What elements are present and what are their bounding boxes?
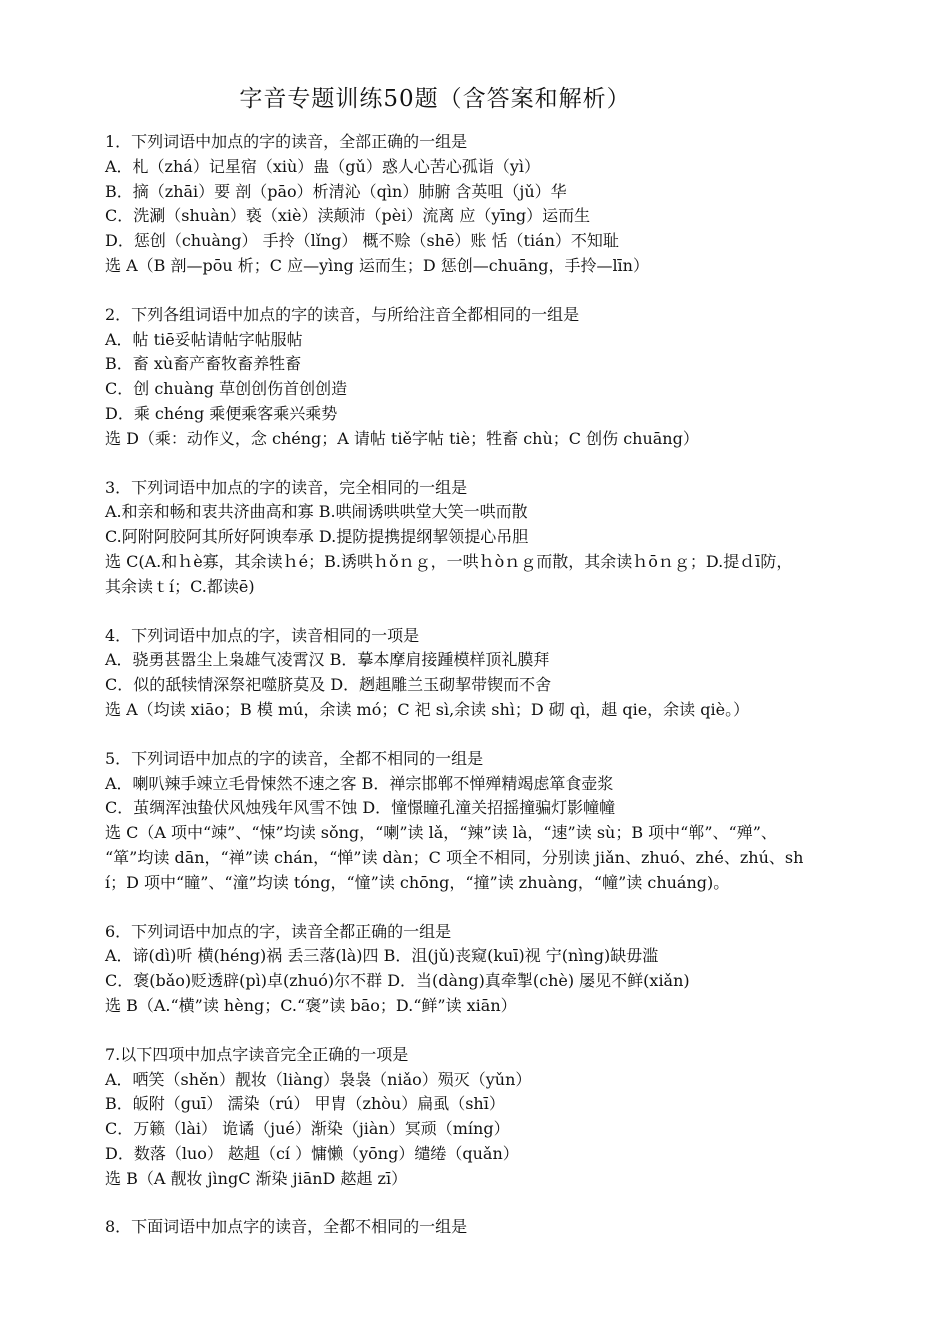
question-block xyxy=(105,1043,865,1192)
question-option: C．褒(bǎo)贬透辟(pì)卓(zhuó)尔不群 D．当(dàng)真牵掣(chè) 屡见不鲜(xiǎn) xyxy=(105,971,690,991)
question-stem: 3．下列词语中加点的字的读音，完全相同的一组是 xyxy=(105,477,468,497)
question-option: D．乘 chéng 乘便乘客乘兴乘势 xyxy=(105,403,338,423)
answer-explanation: í；D 项中“瞳”、“潼”均读 tóng，“憧”读 chōng，“撞”读 zhuàng，“幢”读 chuáng)。 xyxy=(105,872,730,892)
question-option: C．茧绸浑浊蛰伏风烛残年风雪不蚀 D．憧憬瞳孔潼关招摇撞骗灯影幢幢 xyxy=(105,798,616,818)
answer-explanation: 选 B（A 靓妆 jìngC 渐染 jiānD 趑趄 zī） xyxy=(105,1168,408,1188)
question-list xyxy=(105,130,865,1264)
question-block xyxy=(105,130,865,279)
answer-explanation: 选 C(A.和ｈè寡，其余读ｈé；B.诱哄ｈǒｎｇ，一哄ｈòｎｇ而散，其余读ｈōｎｇ；D.提ｄī防， xyxy=(105,551,793,571)
question-option: C．似的舐犊情深祭祀噬脐莫及 D．趔趄雕兰玉砌挈带锲而不舍 xyxy=(105,675,552,695)
answer-explanation: 选 A（均读 xiāo；B 模 mú，余读 mó；C 祀 sì,余读 shì；D 砌 qì，趄 qie，余读 qiè。） xyxy=(105,699,750,719)
question-block xyxy=(105,476,865,600)
question-stem: 7.以下四项中加点字读音完全正确的一项是 xyxy=(105,1044,409,1064)
question-option: A.和亲和畅和衷共济曲高和寡 B.哄闹诱哄哄堂大笑一哄而散 xyxy=(105,502,528,522)
question-option: A．札（zhá）记星宿（xiù）蛊（gǔ）惑人心苦心孤诣（yì） xyxy=(105,156,540,176)
question-option: A．哂笑（shěn）靓妆（liàng）袅袅（niǎo）殒灭（yǔn） xyxy=(105,1069,532,1089)
question-block xyxy=(105,920,865,1019)
answer-explanation: 其余读ｔí；C.都读ē) xyxy=(105,576,255,596)
question-option: D．惩创（chuàng） 手拎（lǐng） 概不赊（shē）账 恬（tián）不知耻 xyxy=(105,231,619,251)
question-block xyxy=(105,1215,865,1240)
answer-explanation: “箪”均读 dān，“禅”读 chán，“惮”读 dàn；C 项全不相同，分别读 jiǎn、zhuó、zhé、zhú、sh xyxy=(105,847,804,867)
question-option: A．喇叭辣手竦立毛骨悚然不速之客 B．禅宗邯郸不惮殚精竭虑箪食壶浆 xyxy=(105,773,614,793)
question-block xyxy=(105,624,865,723)
question-option: C．洗涮（shuàn）亵（xiè）渎颠沛（pèi）流离 应（yīng）运而生 xyxy=(105,206,591,226)
question-option: A．谛(dì)听 横(héng)祸 丢三落(là)四 B．沮(jǔ)丧窥(kuī)视 宁(nìng)缺毋滥 xyxy=(105,946,659,966)
question-option: A．骁勇甚嚣尘上枭雄气凌霄汉 B．摹本摩肩接踵模样顶礼膜拜 xyxy=(105,650,550,670)
document-title: 字音专题训练50题（含答案和解析） xyxy=(239,86,631,112)
question-stem: 4．下列词语中加点的字，读音相同的一项是 xyxy=(105,625,420,645)
question-stem: 8．下面词语中加点字的读音，全都不相同的一组是 xyxy=(105,1217,468,1237)
answer-explanation: 选 D（乘：动作义，念 chéng；A 请帖 tiě字帖 tiè；牲畜 chù；C 创伤 chuāng） xyxy=(105,428,699,448)
question-option: C．万籁（lài） 诡谲（jué）渐染（jiàn）冥顽（míng） xyxy=(105,1119,510,1139)
question-stem: 6．下列词语中加点的字，读音全都正确的一组是 xyxy=(105,921,452,941)
question-option: D．数落（luo） 趑趄（cí ）慵懒（yōng）缱绻（quǎn） xyxy=(105,1143,519,1163)
question-option: B．畜 xù畜产畜牧畜养牲畜 xyxy=(105,354,302,374)
question-block xyxy=(105,303,865,452)
question-option: C．创 chuàng 草创创伤首创创造 xyxy=(105,379,348,399)
question-option: A．帖 tiē妥帖请帖字帖服帖 xyxy=(105,329,303,349)
question-stem: 5．下列词语中加点的字的读音，全都不相同的一组是 xyxy=(105,748,484,768)
answer-explanation: 选 B（A.“横”读 hèng；C.“褒”读 bāo；D.“鲜”读 xiān） xyxy=(105,995,517,1015)
question-stem: 1．下列词语中加点的字的读音，全部正确的一组是 xyxy=(105,132,468,151)
answer-explanation: 选 A（B 剖—pōu 析；C 应—yìng 运而生；D 惩创—chuāng，手拎—līn） xyxy=(105,255,649,275)
question-option: C.阿附阿胶阿其所好阿谀奉承 D.提防提携提纲挈领提心吊胆 xyxy=(105,527,529,547)
question-option: B．皈附（guī） 濡染（rú） 甲胄（zhòu）扁虱（shī） xyxy=(105,1094,505,1114)
question-stem: 2．下列各组词语中加点的字的读音，与所给注音全都相同的一组是 xyxy=(105,304,580,324)
answer-explanation: 选 C（A 项中“竦”、“悚”均读 sǒng，“喇”读 lǎ，“辣”读 là，“速”读 sù；B 项中“郸”、“殚”、 xyxy=(105,823,777,843)
question-block xyxy=(105,747,865,896)
question-option: B．摘（zhāi）要 剖（pāo）析清沁（qìn）肺腑 含英咀（jǔ）华 xyxy=(105,181,567,201)
